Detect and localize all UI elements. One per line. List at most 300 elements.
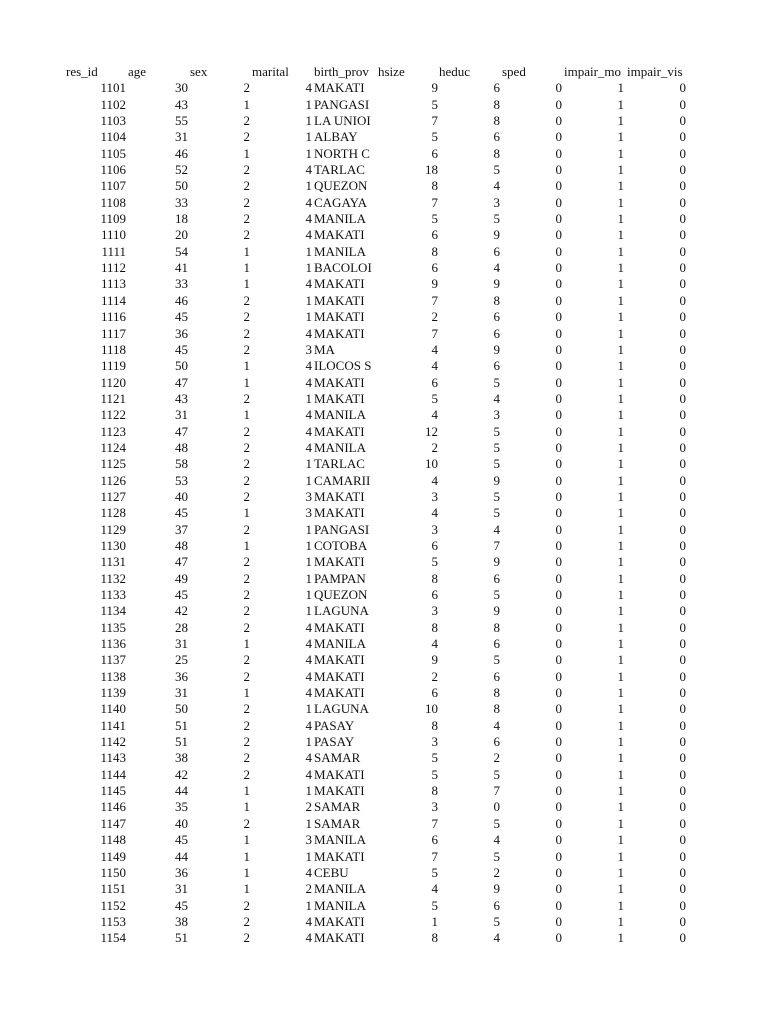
cell-impair-vis: 0 (679, 750, 686, 766)
cell-heduc: 5 (493, 913, 500, 929)
cell-res-id: 1106 (100, 162, 126, 178)
cell-res-id: 1130 (100, 537, 126, 553)
cell-res-id: 1113 (100, 276, 126, 292)
cell-heduc: 5 (493, 456, 500, 472)
cell-age: 45 (175, 897, 188, 913)
cell-res-id: 1147 (100, 815, 126, 831)
cell-res-id: 1108 (100, 194, 126, 210)
cell-impair-mo: 1 (617, 570, 624, 586)
cell-marital: 4 (305, 423, 312, 439)
cell-sped: 0 (555, 292, 562, 308)
table-row (0, 538, 768, 554)
cell-sped: 0 (555, 456, 562, 472)
cell-sped: 0 (555, 80, 562, 96)
cell-res-id: 1141 (100, 717, 126, 733)
cell-heduc: 4 (493, 178, 500, 194)
cell-impair-vis: 0 (679, 178, 686, 194)
cell-marital: 4 (305, 750, 312, 766)
cell-age: 31 (175, 881, 188, 897)
cell-hsize: 8 (431, 717, 438, 733)
cell-sex: 2 (243, 750, 250, 766)
cell-impair-vis: 0 (679, 341, 686, 357)
cell-impair-mo: 1 (617, 619, 624, 635)
cell-age: 45 (175, 587, 188, 602)
cell-res-id: 1104 (100, 129, 126, 145)
cell-impair-vis: 0 (679, 799, 686, 815)
cell-hsize: 4 (431, 636, 438, 652)
cell-heduc: 6 (493, 668, 500, 684)
cell-marital: 2 (305, 799, 312, 815)
cell-impair-mo: 1 (617, 129, 624, 145)
cell-heduc: 6 (493, 80, 500, 96)
cell-age: 50 (175, 178, 188, 194)
table-row (0, 326, 768, 342)
cell-res-id: 1139 (100, 685, 126, 701)
cell-sped: 0 (555, 505, 562, 521)
cell-age: 51 (175, 717, 188, 733)
cell-impair-mo: 1 (617, 505, 624, 521)
table-row (0, 718, 768, 734)
cell-hsize: 6 (431, 587, 438, 602)
cell-marital: 4 (305, 636, 312, 652)
cell-impair-vis: 0 (679, 325, 686, 341)
table-row (0, 587, 768, 603)
cell-sped: 0 (555, 750, 562, 766)
cell-impair-mo: 1 (617, 145, 624, 161)
cell-age: 46 (175, 145, 188, 161)
cell-age: 33 (175, 194, 188, 210)
cell-impair-vis: 0 (679, 881, 686, 897)
cell-marital: 4 (305, 162, 312, 178)
table-row (0, 260, 768, 276)
cell-impair-vis: 0 (679, 717, 686, 733)
cell-impair-mo: 1 (617, 930, 624, 946)
cell-res-id: 1127 (100, 488, 126, 504)
cell-impair-mo: 1 (617, 717, 624, 733)
cell-sex: 1 (243, 636, 250, 652)
cell-birth-prov: TARLAC (314, 456, 365, 472)
table-row (0, 424, 768, 440)
cell-heduc: 3 (493, 407, 500, 423)
table-row (0, 620, 768, 636)
cell-birth-prov: MANILA (314, 832, 366, 848)
cell-marital: 4 (305, 930, 312, 946)
cell-birth-prov: ALBAY (314, 129, 358, 145)
cell-sex: 2 (243, 554, 250, 570)
cell-birth-prov: MAKATI (314, 276, 365, 292)
cell-birth-prov: MANILA (314, 881, 366, 897)
cell-hsize: 9 (431, 276, 438, 292)
table-row (0, 750, 768, 766)
cell-impair-vis: 0 (679, 407, 686, 423)
cell-age: 44 (175, 848, 188, 864)
cell-marital: 1 (305, 848, 312, 864)
cell-sped: 0 (555, 113, 562, 129)
cell-sped: 0 (555, 260, 562, 276)
cell-heduc: 6 (493, 243, 500, 259)
cell-marital: 3 (305, 505, 312, 521)
cell-age: 50 (175, 701, 188, 717)
cell-sped: 0 (555, 243, 562, 259)
cell-hsize: 5 (431, 129, 438, 145)
cell-marital: 4 (305, 276, 312, 292)
cell-impair-mo: 1 (617, 162, 624, 178)
cell-age: 47 (175, 423, 188, 439)
cell-hsize: 6 (431, 537, 438, 553)
cell-impair-mo: 1 (617, 881, 624, 897)
cell-res-id: 1153 (100, 913, 126, 929)
cell-sex: 1 (243, 848, 250, 864)
cell-sex: 2 (243, 570, 250, 586)
cell-age: 55 (175, 113, 188, 129)
cell-birth-prov: MAKATI (314, 423, 365, 439)
cell-sped: 0 (555, 145, 562, 161)
cell-hsize: 8 (431, 243, 438, 259)
cell-impair-vis: 0 (679, 734, 686, 750)
cell-sped: 0 (555, 897, 562, 913)
cell-sped: 0 (555, 374, 562, 390)
cell-res-id: 1134 (100, 603, 126, 619)
cell-marital: 4 (305, 668, 312, 684)
cell-hsize: 2 (431, 439, 438, 455)
cell-heduc: 5 (493, 211, 500, 227)
table-row (0, 211, 768, 227)
table-row (0, 391, 768, 407)
cell-heduc: 4 (493, 930, 500, 946)
cell-hsize: 10 (425, 701, 438, 717)
cell-sped: 0 (555, 832, 562, 848)
cell-birth-prov: MAKATI (314, 848, 365, 864)
cell-sex: 2 (243, 309, 250, 325)
cell-impair-mo: 1 (617, 783, 624, 799)
cell-sex: 1 (243, 881, 250, 897)
cell-hsize: 6 (431, 227, 438, 243)
cell-age: 53 (175, 472, 188, 488)
cell-age: 43 (175, 96, 188, 112)
cell-impair-mo: 1 (617, 636, 624, 652)
cell-age: 41 (175, 260, 188, 276)
cell-impair-vis: 0 (679, 832, 686, 848)
cell-sex: 2 (243, 472, 250, 488)
table-row (0, 898, 768, 914)
cell-res-id: 1111 (101, 243, 126, 259)
cell-sped: 0 (555, 537, 562, 553)
cell-res-id: 1122 (100, 407, 126, 423)
cell-sex: 2 (243, 766, 250, 782)
cell-hsize: 3 (431, 734, 438, 750)
cell-marital: 3 (305, 488, 312, 504)
cell-sped: 0 (555, 325, 562, 341)
cell-res-id: 1137 (100, 652, 126, 668)
cell-hsize: 1 (431, 913, 438, 929)
cell-sex: 2 (243, 815, 250, 831)
cell-sex: 1 (243, 145, 250, 161)
cell-res-id: 1142 (100, 734, 126, 750)
cell-birth-prov: MANILA (314, 897, 366, 913)
cell-age: 46 (175, 292, 188, 308)
cell-impair-mo: 1 (617, 603, 624, 619)
cell-sped: 0 (555, 783, 562, 799)
cell-impair-vis: 0 (679, 96, 686, 112)
cell-age: 51 (175, 930, 188, 946)
cell-sex: 2 (243, 930, 250, 946)
cell-birth-prov: CEBU (314, 864, 349, 880)
cell-heduc: 6 (493, 309, 500, 325)
cell-sped: 0 (555, 668, 562, 684)
cell-birth-prov: LAGUNA (314, 701, 369, 717)
cell-impair-vis: 0 (679, 374, 686, 390)
cell-impair-mo: 1 (617, 407, 624, 423)
cell-birth-prov: MAKATI (314, 488, 365, 504)
cell-impair-vis: 0 (679, 864, 686, 880)
table-row (0, 914, 768, 930)
cell-marital: 4 (305, 652, 312, 668)
cell-sex: 1 (243, 685, 250, 701)
cell-res-id: 1140 (100, 701, 126, 717)
cell-hsize: 5 (431, 554, 438, 570)
cell-impair-vis: 0 (679, 685, 686, 701)
cell-res-id: 1146 (100, 799, 126, 815)
cell-impair-mo: 1 (617, 292, 624, 308)
cell-birth-prov: MANILA (314, 407, 366, 423)
cell-impair-vis: 0 (679, 652, 686, 668)
cell-heduc: 5 (493, 162, 500, 178)
cell-hsize: 3 (431, 521, 438, 537)
cell-sex: 2 (243, 80, 250, 96)
cell-marital: 1 (305, 390, 312, 406)
cell-sex: 2 (243, 701, 250, 717)
cell-hsize: 4 (431, 881, 438, 897)
cell-impair-vis: 0 (679, 848, 686, 864)
cell-impair-mo: 1 (617, 734, 624, 750)
cell-heduc: 5 (493, 848, 500, 864)
table-row (0, 489, 768, 505)
cell-hsize: 7 (431, 194, 438, 210)
cell-impair-vis: 0 (679, 194, 686, 210)
cell-res-id: 1129 (100, 521, 126, 537)
cell-marital: 4 (305, 439, 312, 455)
cell-impair-mo: 1 (617, 439, 624, 455)
cell-hsize: 5 (431, 96, 438, 112)
cell-age: 51 (175, 734, 188, 750)
cell-birth-prov: MAKATI (314, 505, 365, 521)
cell-impair-vis: 0 (679, 358, 686, 374)
cell-heduc: 5 (493, 652, 500, 668)
cell-age: 48 (175, 439, 188, 455)
cell-res-id: 1128 (100, 505, 126, 521)
table-row (0, 816, 768, 832)
cell-age: 30 (175, 80, 188, 96)
cell-heduc: 6 (493, 636, 500, 652)
cell-hsize: 7 (431, 292, 438, 308)
cell-marital: 1 (305, 456, 312, 472)
cell-marital: 4 (305, 913, 312, 929)
cell-marital: 4 (305, 358, 312, 374)
cell-marital: 1 (305, 178, 312, 194)
cell-sex: 2 (243, 668, 250, 684)
cell-impair-vis: 0 (679, 243, 686, 259)
cell-sex: 1 (243, 537, 250, 553)
cell-res-id: 1123 (100, 423, 126, 439)
cell-res-id: 1107 (100, 178, 126, 194)
table-row (0, 881, 768, 897)
cell-res-id: 1109 (100, 211, 126, 227)
cell-marital: 1 (305, 783, 312, 799)
cell-age: 35 (175, 799, 188, 815)
cell-sex: 2 (243, 603, 250, 619)
table-row (0, 97, 768, 113)
cell-age: 31 (175, 129, 188, 145)
cell-heduc: 5 (493, 439, 500, 455)
cell-birth-prov: MAKATI (314, 668, 365, 684)
cell-sped: 0 (555, 439, 562, 455)
cell-birth-prov: SAMAR (314, 815, 361, 831)
cell-impair-vis: 0 (679, 309, 686, 325)
cell-sex: 1 (243, 832, 250, 848)
cell-marital: 1 (305, 145, 312, 161)
cell-impair-vis: 0 (679, 80, 686, 96)
header-res-id: res_id (66, 64, 98, 79)
cell-sped: 0 (555, 815, 562, 831)
cell-impair-vis: 0 (679, 668, 686, 684)
cell-heduc: 4 (493, 521, 500, 537)
table-row (0, 80, 768, 96)
cell-sped: 0 (555, 358, 562, 374)
cell-marital: 1 (305, 897, 312, 913)
cell-birth-prov: TARLAC (314, 162, 365, 178)
table-row (0, 146, 768, 162)
cell-impair-mo: 1 (617, 913, 624, 929)
cell-age: 36 (175, 668, 188, 684)
cell-heduc: 6 (493, 325, 500, 341)
cell-marital: 1 (305, 603, 312, 619)
cell-age: 45 (175, 309, 188, 325)
cell-age: 31 (175, 636, 188, 652)
cell-age: 25 (175, 652, 188, 668)
cell-heduc: 4 (493, 260, 500, 276)
cell-birth-prov: CAMARII (314, 472, 371, 488)
cell-birth-prov: MAKATI (314, 766, 365, 782)
cell-sex: 2 (243, 456, 250, 472)
cell-impair-mo: 1 (617, 260, 624, 276)
cell-hsize: 3 (431, 488, 438, 504)
cell-impair-mo: 1 (617, 521, 624, 537)
cell-birth-prov: MAKATI (314, 390, 365, 406)
cell-res-id: 1132 (100, 570, 126, 586)
cell-heduc: 4 (493, 717, 500, 733)
cell-heduc: 8 (493, 292, 500, 308)
cell-age: 45 (175, 341, 188, 357)
cell-sex: 2 (243, 325, 250, 341)
cell-sped: 0 (555, 570, 562, 586)
cell-age: 31 (175, 685, 188, 701)
cell-impair-mo: 1 (617, 423, 624, 439)
cell-heduc: 6 (493, 734, 500, 750)
cell-res-id: 1144 (100, 766, 126, 782)
cell-birth-prov: MAKATI (314, 325, 365, 341)
data-rows (0, 80, 768, 946)
cell-hsize: 3 (431, 799, 438, 815)
cell-heduc: 5 (493, 766, 500, 782)
cell-marital: 4 (305, 194, 312, 210)
cell-heduc: 5 (493, 815, 500, 831)
cell-hsize: 6 (431, 685, 438, 701)
header-birth-prov: birth_prov (314, 64, 369, 79)
cell-birth-prov: LA UNIOI (314, 113, 371, 129)
table-row (0, 734, 768, 750)
table-row (0, 276, 768, 292)
cell-sex: 1 (243, 505, 250, 521)
cell-hsize: 3 (431, 603, 438, 619)
cell-marital: 1 (305, 570, 312, 586)
cell-sped: 0 (555, 799, 562, 815)
table-row (0, 603, 768, 619)
cell-impair-mo: 1 (617, 685, 624, 701)
cell-sex: 2 (243, 717, 250, 733)
cell-hsize: 18 (425, 162, 438, 178)
cell-impair-vis: 0 (679, 488, 686, 504)
cell-marital: 4 (305, 211, 312, 227)
cell-birth-prov: MAKATI (314, 309, 365, 325)
cell-marital: 1 (305, 537, 312, 553)
cell-impair-vis: 0 (679, 456, 686, 472)
cell-impair-mo: 1 (617, 832, 624, 848)
cell-impair-vis: 0 (679, 113, 686, 129)
cell-res-id: 1126 (100, 472, 126, 488)
cell-hsize: 5 (431, 864, 438, 880)
cell-hsize: 2 (431, 668, 438, 684)
table-row (0, 473, 768, 489)
table-row (0, 652, 768, 668)
cell-marital: 1 (305, 260, 312, 276)
cell-impair-vis: 0 (679, 260, 686, 276)
cell-impair-vis: 0 (679, 423, 686, 439)
cell-marital: 3 (305, 832, 312, 848)
cell-heduc: 9 (493, 554, 500, 570)
cell-hsize: 5 (431, 750, 438, 766)
cell-impair-vis: 0 (679, 783, 686, 799)
cell-marital: 4 (305, 325, 312, 341)
cell-impair-vis: 0 (679, 930, 686, 946)
header-age: age (128, 64, 147, 79)
cell-sex: 1 (243, 260, 250, 276)
cell-res-id: 1150 (100, 864, 126, 880)
cell-hsize: 6 (431, 374, 438, 390)
cell-marital: 4 (305, 685, 312, 701)
cell-impair-mo: 1 (617, 276, 624, 292)
cell-marital: 1 (305, 113, 312, 129)
cell-marital: 1 (305, 734, 312, 750)
cell-hsize: 6 (431, 832, 438, 848)
table-row (0, 342, 768, 358)
cell-marital: 1 (305, 521, 312, 537)
cell-age: 52 (175, 162, 188, 178)
cell-sped: 0 (555, 276, 562, 292)
cell-sped: 0 (555, 619, 562, 635)
cell-hsize: 8 (431, 178, 438, 194)
cell-sex: 1 (243, 407, 250, 423)
cell-hsize: 2 (431, 309, 438, 325)
cell-heduc: 9 (493, 881, 500, 897)
cell-sex: 2 (243, 897, 250, 913)
header-heduc: heduc (439, 64, 471, 79)
header-hsize: hsize (378, 64, 405, 79)
cell-age: 18 (175, 211, 188, 227)
cell-sped: 0 (555, 766, 562, 782)
table-row (0, 832, 768, 848)
cell-impair-vis: 0 (679, 570, 686, 586)
cell-age: 47 (175, 554, 188, 570)
